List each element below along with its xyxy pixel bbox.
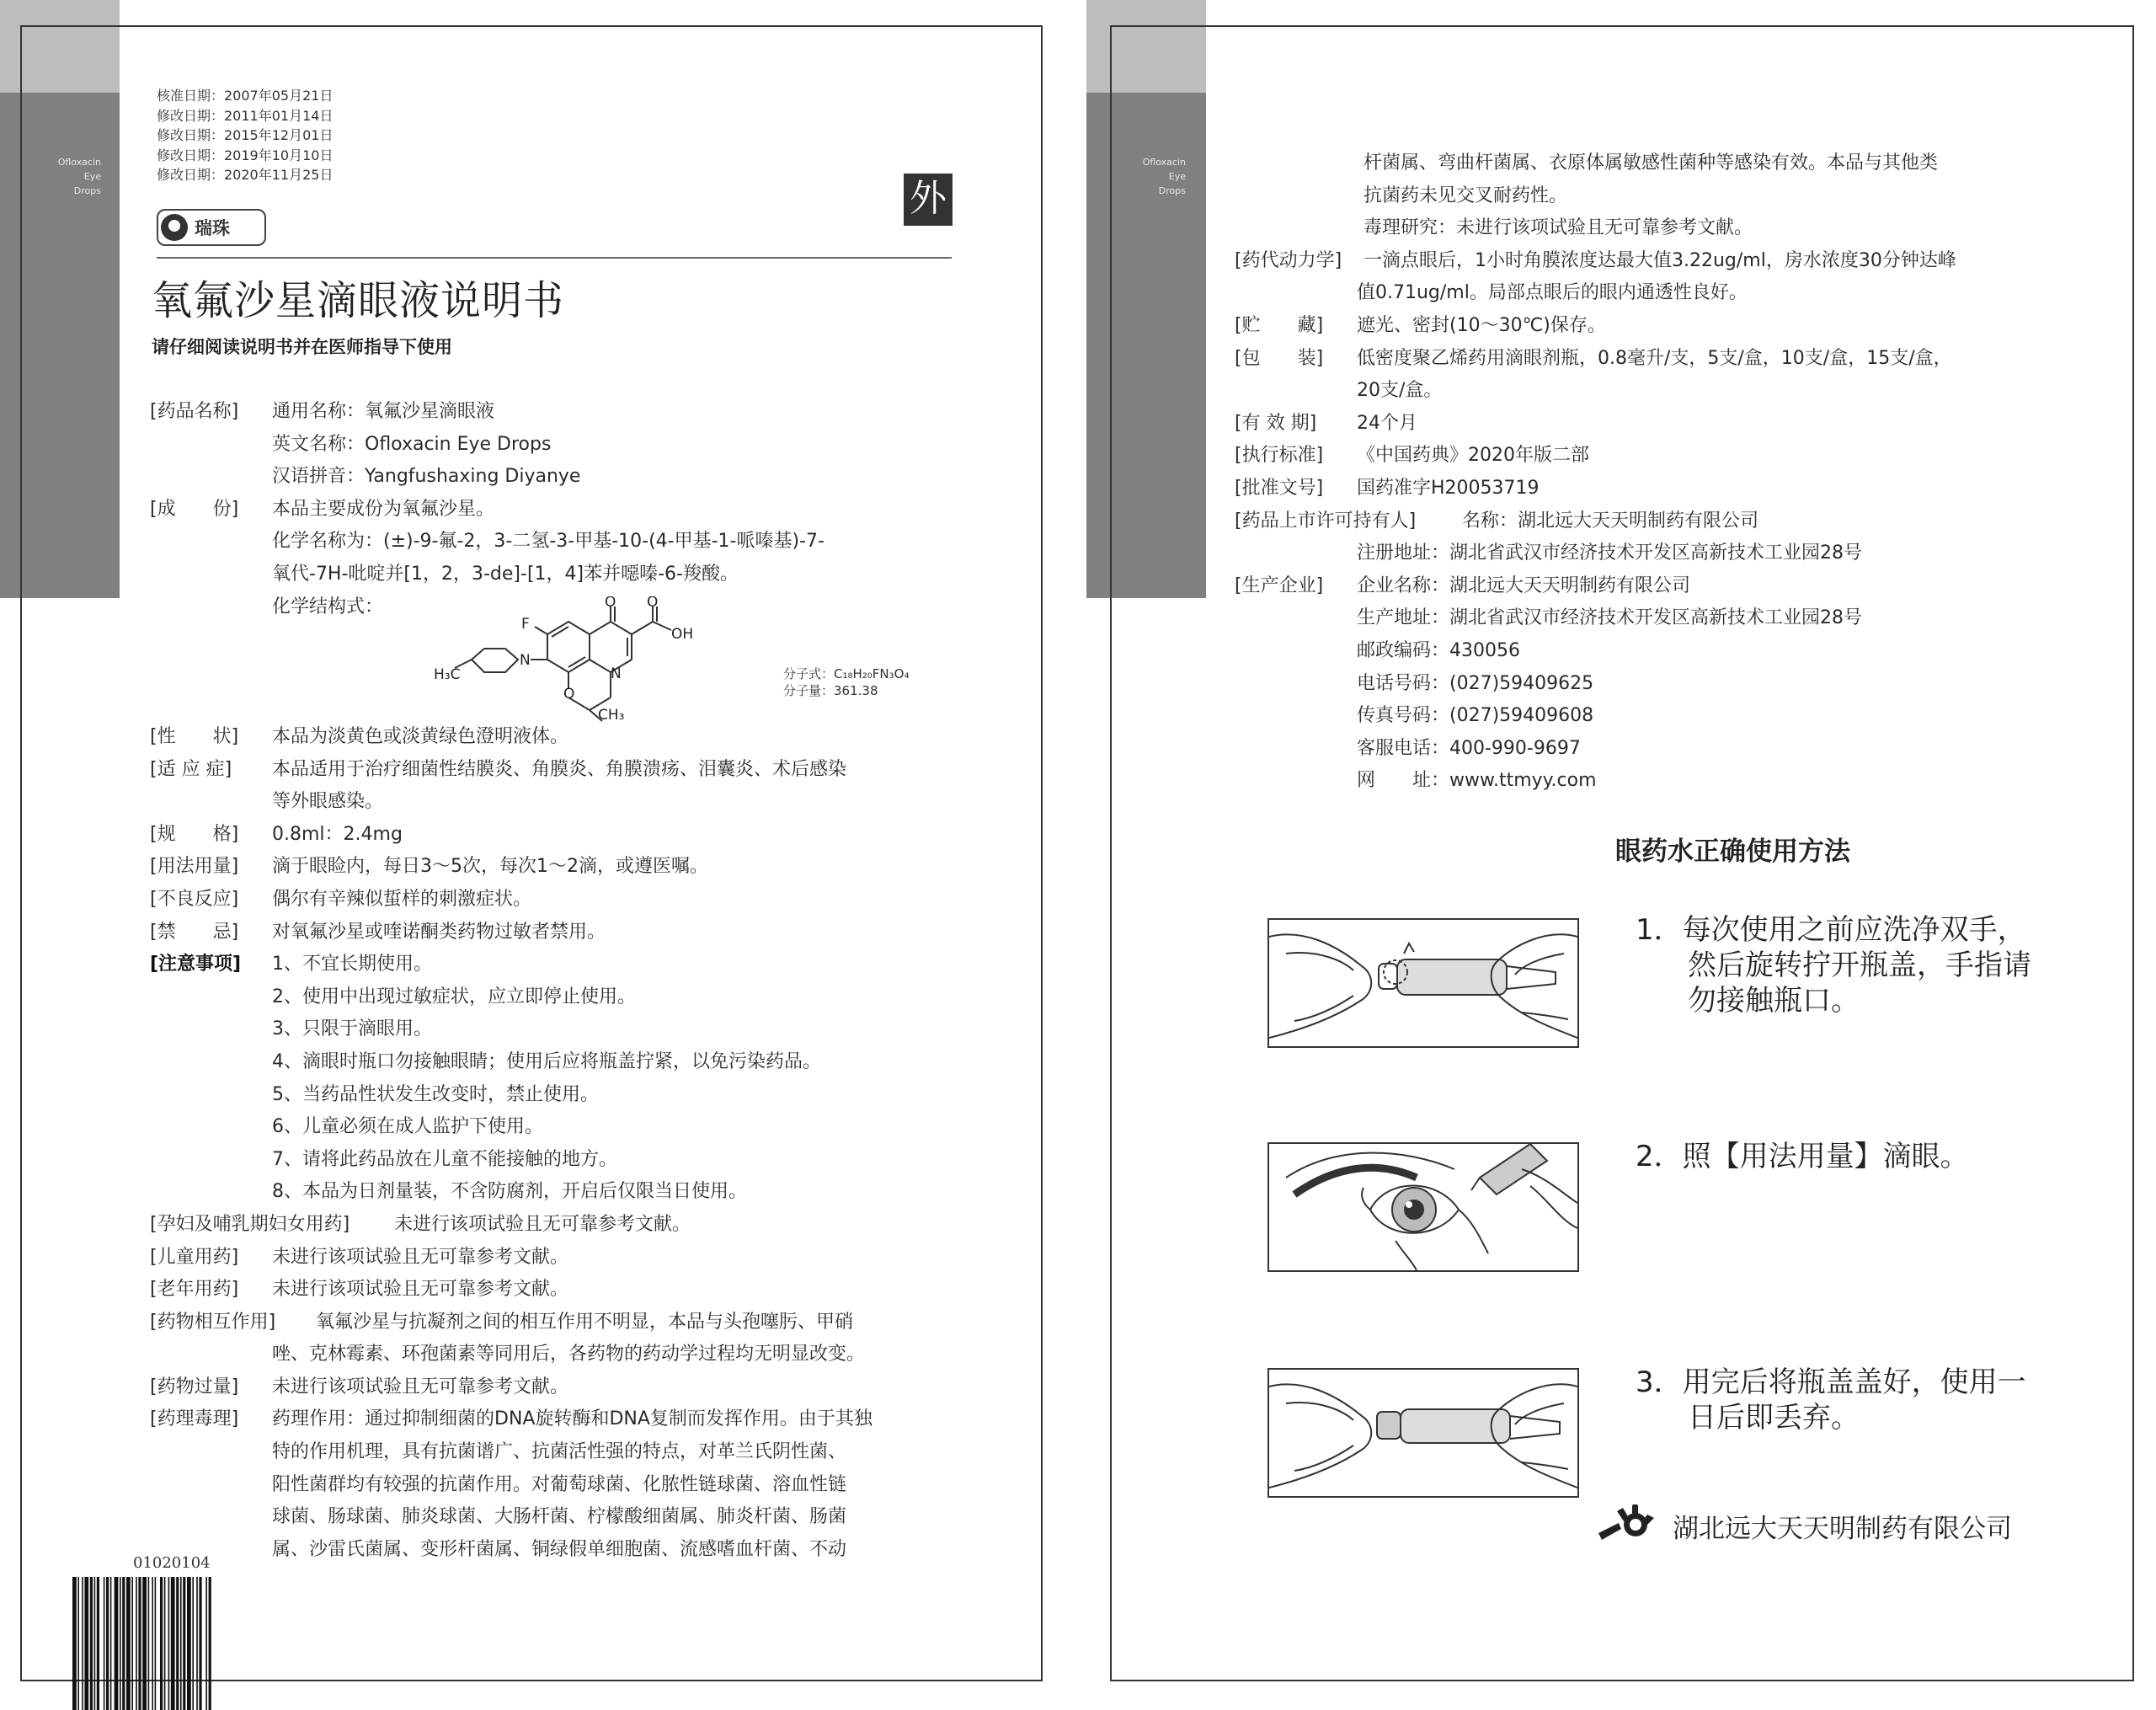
company-logo-icon: [1598, 1504, 1664, 1547]
text-line: [1235, 375, 2111, 408]
external-use-mark: 外: [904, 174, 953, 226]
illustration-eye-drop: [1267, 1142, 1579, 1272]
section-label: [药品上市许可持有人]: [1235, 510, 1417, 532]
text-line: [150, 1534, 1009, 1567]
text-line: [150, 429, 1009, 462]
section-text: 未进行该项试验且无可靠参考文献。: [272, 1279, 569, 1301]
section-text: 低密度聚乙烯药用滴眼剂瓶，0.8毫升/支，5支/盒，10支/盒，15支/盒，: [1357, 347, 1952, 369]
text-line: [1235, 700, 2111, 733]
section-text: 汉语拼音：Yangfushaxing Diyanye: [272, 466, 581, 488]
section-text: 球菌、肠球菌、肺炎球菌、大肠杆菌、柠檬酸细菌属、肺炎杆菌、肠菌: [272, 1506, 847, 1528]
text-line: [150, 1339, 1009, 1371]
side-label-line: Drops: [1158, 185, 1186, 196]
text-line: [1235, 537, 2111, 570]
illustration-close-cap: [1267, 1368, 1579, 1498]
barcode-bar: [196, 1577, 198, 1710]
section-text: 一滴点眼后，1小时角膜浓度达最大值3.22ug/ml，房水浓度30分钟达峰: [1364, 249, 1956, 271]
barcode-bar: [187, 1577, 191, 1710]
text-line: [150, 1144, 1009, 1177]
structure-label: F: [521, 616, 530, 633]
section-text: 氧代-7H-吡啶并[1，2，3-de]-[1，4]苯并噁嗪-6-羧酸。: [272, 563, 739, 585]
right-section: [1235, 147, 2111, 798]
section-text: 传真号码：(027)59409608: [1357, 705, 1594, 727]
section-text: 本品为淡黄色或淡黄绿色澄明液体。: [272, 726, 569, 747]
step-line: 日后即丢弃。: [1688, 1401, 1860, 1435]
section-text: 国药准字H20053719: [1357, 477, 1540, 499]
text-line: [150, 884, 1009, 916]
barcode-bar: [160, 1577, 163, 1710]
structure-label: OH: [671, 626, 694, 643]
barcode-bar: [131, 1577, 133, 1710]
text-line: [150, 1079, 1009, 1112]
section-text: 8、本品为日剂量装，不含防腐剂，开启后仅限当日使用。: [272, 1181, 747, 1203]
section-text: 本品主要成份为氧氟沙星。: [272, 498, 495, 520]
structure-label: N: [611, 665, 622, 682]
section-text: 1、不宜长期使用。: [272, 954, 432, 975]
text-line: [150, 1403, 1009, 1436]
barcode-bar: [94, 1577, 96, 1710]
text-line: [150, 916, 1009, 949]
barcode-bar: [183, 1577, 185, 1710]
text-line: [1235, 570, 2111, 603]
step-1: [1636, 912, 2031, 1018]
text-line: [1235, 733, 2111, 766]
section-text: 属、沙雷氏菌属、变形杆菌属、铜绿假单细胞菌、流感嗜血杆菌、不动: [272, 1538, 847, 1560]
text-line: [1235, 245, 2111, 278]
section-label: [孕妇及哺乳期妇女用药]: [150, 1213, 350, 1235]
barcode-bar: [152, 1577, 153, 1710]
section-label: [包 装]: [1235, 347, 1324, 369]
step-line: 3．用完后将瓶盖盖好，使用一: [1636, 1365, 2026, 1399]
structure-label: CH₃: [598, 707, 625, 723]
section-label: [成 份]: [150, 498, 239, 520]
section-label: [药品名称]: [150, 401, 239, 422]
text-line: [150, 786, 1009, 819]
section-label: [注意事项]: [150, 954, 242, 975]
text-line: [150, 494, 1009, 526]
company-footer: [1598, 1504, 2012, 1547]
section-text: 生产地址：湖北省武汉市经济技术开发区高新技术工业园28号: [1357, 607, 1862, 629]
text-line: [150, 819, 1009, 852]
section-label: [生产企业]: [1235, 574, 1324, 596]
text-line: [150, 1501, 1009, 1534]
step-3: [1636, 1365, 2026, 1435]
company-name: 湖北远大天天明制药有限公司: [1673, 1513, 2012, 1544]
barcode-bar: [97, 1577, 99, 1710]
section-text: 《中国药典》2020年版二部: [1357, 445, 1589, 467]
text-line: [150, 754, 1009, 787]
section-label: [药理毒理]: [150, 1408, 239, 1430]
barcode-bar: [120, 1577, 121, 1710]
side-label-line: Eye: [83, 171, 101, 182]
step-line: 然后旋转拧开瓶盖，手指请: [1688, 949, 2031, 982]
chemical-structure: [434, 596, 712, 723]
section-text: 名称：湖北远大天天明制药有限公司: [1462, 510, 1759, 532]
section-text: 3、只限于滴眼用。: [272, 1018, 432, 1040]
barcode-bar: [106, 1577, 109, 1710]
date-line: 修改日期：2020年11月25日: [157, 167, 334, 183]
barcode-bar: [155, 1577, 157, 1710]
text-line: [1235, 343, 2111, 376]
section-label: [药代动力学]: [1235, 249, 1342, 271]
section-text: 化学结构式：: [272, 596, 384, 617]
section-text: 对氧氟沙星或喹诺酮类药物过敏者禁用。: [272, 921, 606, 943]
brand-name: 瑞珠: [195, 218, 230, 238]
section-label: [禁 忌]: [150, 921, 239, 943]
text-line: [150, 1242, 1009, 1274]
side-label-line: Eye: [1168, 171, 1186, 182]
section-label: [药物相互作用]: [150, 1311, 276, 1333]
structure-label: N: [520, 652, 531, 669]
brand-logo-icon: [161, 214, 188, 241]
section-label: [药物过量]: [150, 1376, 239, 1397]
section-text: 20支/盒。: [1357, 380, 1443, 402]
step-2: [1636, 1139, 1969, 1174]
text-line: [1235, 765, 2111, 798]
text-line: [150, 851, 1009, 884]
barcode-bar: [115, 1577, 119, 1710]
barcode-bar: [176, 1577, 179, 1710]
text-line: [150, 1111, 1009, 1144]
section-label: [老年用药]: [150, 1279, 239, 1301]
section-text: 通用名称：氧氟沙星滴眼液: [272, 401, 495, 422]
structure-label: O: [605, 596, 616, 611]
text-line: [1235, 277, 2111, 310]
section-text: 值0.71ug/ml。局部点眼后的眼内通透性良好。: [1357, 282, 1748, 304]
side-label-line: Ofloxacin: [1142, 157, 1186, 168]
barcode-bar: [122, 1577, 125, 1710]
text-line: [1235, 473, 2111, 505]
section-text: 网 址：www.ttmyy.com: [1357, 770, 1597, 792]
text-line: [150, 558, 1009, 591]
structure-label: H₃C: [434, 666, 461, 683]
section-text: 特的作用机理，具有抗菌谱广、抗菌活性强的特点，对革兰氏阴性菌、: [272, 1441, 847, 1463]
date-line: 修改日期：2011年01月14日: [157, 107, 334, 124]
text-line: [150, 1469, 1009, 1502]
date-line: 修改日期：2015年12月01日: [157, 127, 334, 143]
barcode-bar: [90, 1577, 93, 1710]
left-section-top: [150, 396, 1009, 623]
side-label-line: Drops: [73, 185, 101, 196]
step-line: 勿接触瓶口。: [1688, 984, 1860, 1018]
section-label: [规 格]: [150, 823, 239, 845]
section-text: 7、请将此药品放在儿童不能接触的地方。: [272, 1148, 617, 1170]
barcode-bar: [148, 1577, 150, 1710]
step-line: 1．每次使用之前应洗净双手，: [1636, 913, 2026, 947]
barcode-bar: [205, 1577, 207, 1710]
barcode-bar: [136, 1577, 137, 1710]
barcode-bar: [77, 1577, 79, 1710]
text-line: [150, 1209, 1009, 1242]
section-label: [执行标准]: [1235, 445, 1324, 467]
barcode-number: 01020104: [133, 1554, 211, 1572]
section-text: 唑、克林霉素、环孢菌素等同用后，各药物的药动学过程均无明显改变。: [272, 1344, 866, 1365]
section-text: 电话号码：(027)59409625: [1357, 672, 1594, 694]
section-text: 等外眼感染。: [272, 791, 384, 813]
usage-title: 眼药水正确使用方法: [1615, 836, 1850, 867]
section-text: 邮政编码：430056: [1357, 639, 1520, 661]
text-line: [1235, 635, 2111, 668]
text-line: [150, 721, 1009, 754]
section-label: [有 效 期]: [1235, 412, 1317, 434]
molecular-weight: 分子量：361.38: [783, 683, 878, 698]
section-text: 注册地址：湖北省武汉市经济技术开发区高新技术工业园28号: [1357, 542, 1862, 564]
section-text: 化学名称为：(±)-9-氟-2，3-二氢-3-甲基-10-(4-甲基-1-哌嗪基)-7-: [272, 531, 825, 553]
section-label: [批准文号]: [1235, 477, 1324, 499]
barcode-bar: [138, 1577, 141, 1710]
illustration-open-cap: [1267, 918, 1579, 1048]
side-label-line: Ofloxacin: [57, 157, 101, 168]
text-line: [150, 461, 1009, 494]
section-text: 未进行该项试验且无可靠参考文献。: [272, 1376, 569, 1397]
section-text: 本品适用于治疗细菌性结膜炎、角膜炎、角膜溃疡、泪囊炎、术后感染: [272, 758, 847, 780]
barcode-bar: [104, 1577, 105, 1710]
section-text: 0.8ml：2.4mg: [272, 823, 403, 845]
molecular-info: [783, 665, 910, 699]
barcode-bar: [142, 1577, 147, 1710]
section-text: 6、儿童必须在成人监护下使用。: [272, 1116, 543, 1138]
section-text: 5、当药品性状发生改变时，禁止使用。: [272, 1083, 599, 1105]
section-text: 未进行该项试验且无可靠参考文献。: [272, 1246, 569, 1268]
text-line: [1235, 505, 2111, 538]
barcode-bar: [180, 1577, 182, 1710]
text-line: [1235, 668, 2111, 701]
section-label: [不良反应]: [150, 888, 239, 910]
section-text: 遮光、密封(10～30℃)保存。: [1357, 314, 1606, 336]
section-text: 英文名称：Ofloxacin Eye Drops: [272, 433, 552, 455]
barcode-bar: [209, 1577, 211, 1710]
section-text: 药理作用：通过抑制细菌的DNA旋转酶和DNA复制而发挥作用。由于其独: [272, 1408, 873, 1430]
section-text: 毒理研究：未进行该项试验且无可靠参考文献。: [1364, 217, 1753, 239]
text-line: [1235, 310, 2111, 343]
text-line: [1235, 212, 2111, 245]
barcode-bar: [168, 1577, 170, 1710]
section-text: 24个月: [1357, 412, 1417, 434]
barcode-bar: [126, 1577, 131, 1710]
section-text: 阳性菌群均有较强的抗菌作用。对葡萄球菌、化脓性链球菌、溶血性链: [272, 1473, 847, 1495]
section-text: 企业名称：湖北远大天天明制药有限公司: [1357, 574, 1691, 596]
text-line: [1235, 440, 2111, 473]
brand-logo: [157, 209, 266, 246]
barcode-bar: [110, 1577, 112, 1710]
barcode-bar: [171, 1577, 175, 1710]
barcode-bar: [164, 1577, 166, 1710]
text-line: [150, 1176, 1009, 1209]
section-text: 杆菌属、弯曲杆菌属、衣原体属敏感性菌种等感染有效。本品与其他类: [1364, 152, 1939, 174]
barcode: [71, 1577, 270, 1710]
document-subtitle: 请仔细阅读说明书并在医师指导下使用: [152, 337, 452, 357]
header-divider: [157, 257, 952, 259]
text-line: [150, 949, 1009, 981]
date-line: 核准日期：2007年05月21日: [157, 88, 334, 104]
text-line: [150, 1274, 1009, 1307]
text-line: [150, 1046, 1009, 1079]
section-text: 客服电话：400-990-9697: [1357, 737, 1581, 759]
text-line: [150, 526, 1009, 558]
text-line: [150, 1371, 1009, 1404]
text-line: [1235, 180, 2111, 213]
date-line: 修改日期：2019年10月10日: [157, 147, 334, 163]
barcode-bar: [72, 1577, 77, 1710]
section-text: 氧氟沙星与抗凝剂之间的相互作用不明显，本品与头孢噻肟、甲硝: [316, 1311, 854, 1333]
text-line: [150, 1307, 1009, 1339]
document-title: 氧氟沙星滴眼液说明书: [152, 277, 565, 324]
step-line: 2．照【用法用量】滴眼。: [1636, 1140, 1969, 1173]
molecular-formula: 分子式：C₁₈H₂₀FN₃O₄: [783, 666, 910, 681]
section-text: 偶尔有辛辣似蜇样的刺激症状。: [272, 888, 532, 910]
section-text: 未进行该项试验且无可靠参考文献。: [394, 1213, 691, 1235]
barcode-bar: [192, 1577, 194, 1710]
text-line: [150, 981, 1009, 1014]
section-label: [贮 藏]: [1235, 314, 1324, 336]
section-text: 滴于眼睑内，每日3～5次，每次1～2滴，或遵医嘱。: [272, 856, 708, 878]
text-line: [150, 1436, 1009, 1469]
barcode-bar: [82, 1577, 83, 1710]
text-line: [1235, 408, 2111, 441]
left-section-bottom: [150, 721, 1009, 1566]
text-line: [1235, 602, 2111, 635]
text-line: [1235, 147, 2111, 180]
section-text: 抗菌药未见交叉耐药性。: [1364, 184, 1568, 206]
section-label: [性 状]: [150, 726, 239, 747]
text-line: [150, 1013, 1009, 1046]
structure-label: O: [647, 596, 659, 611]
text-line: [150, 396, 1009, 429]
section-label: [儿童用药]: [150, 1246, 239, 1268]
section-label: [适 应 症]: [150, 758, 232, 780]
barcode-bar: [199, 1577, 201, 1710]
structure-label: O: [563, 686, 575, 703]
section-text: 4、滴眼时瓶口勿接触眼睛；使用后应将瓶盖拧紧，以免污染药品。: [272, 1050, 821, 1072]
section-text: 2、使用中出现过敏症状，应立即停止使用。: [272, 986, 636, 1007]
barcode-bar: [84, 1577, 88, 1710]
revision-dates: [157, 86, 333, 185]
section-label: [用法用量]: [150, 856, 239, 878]
